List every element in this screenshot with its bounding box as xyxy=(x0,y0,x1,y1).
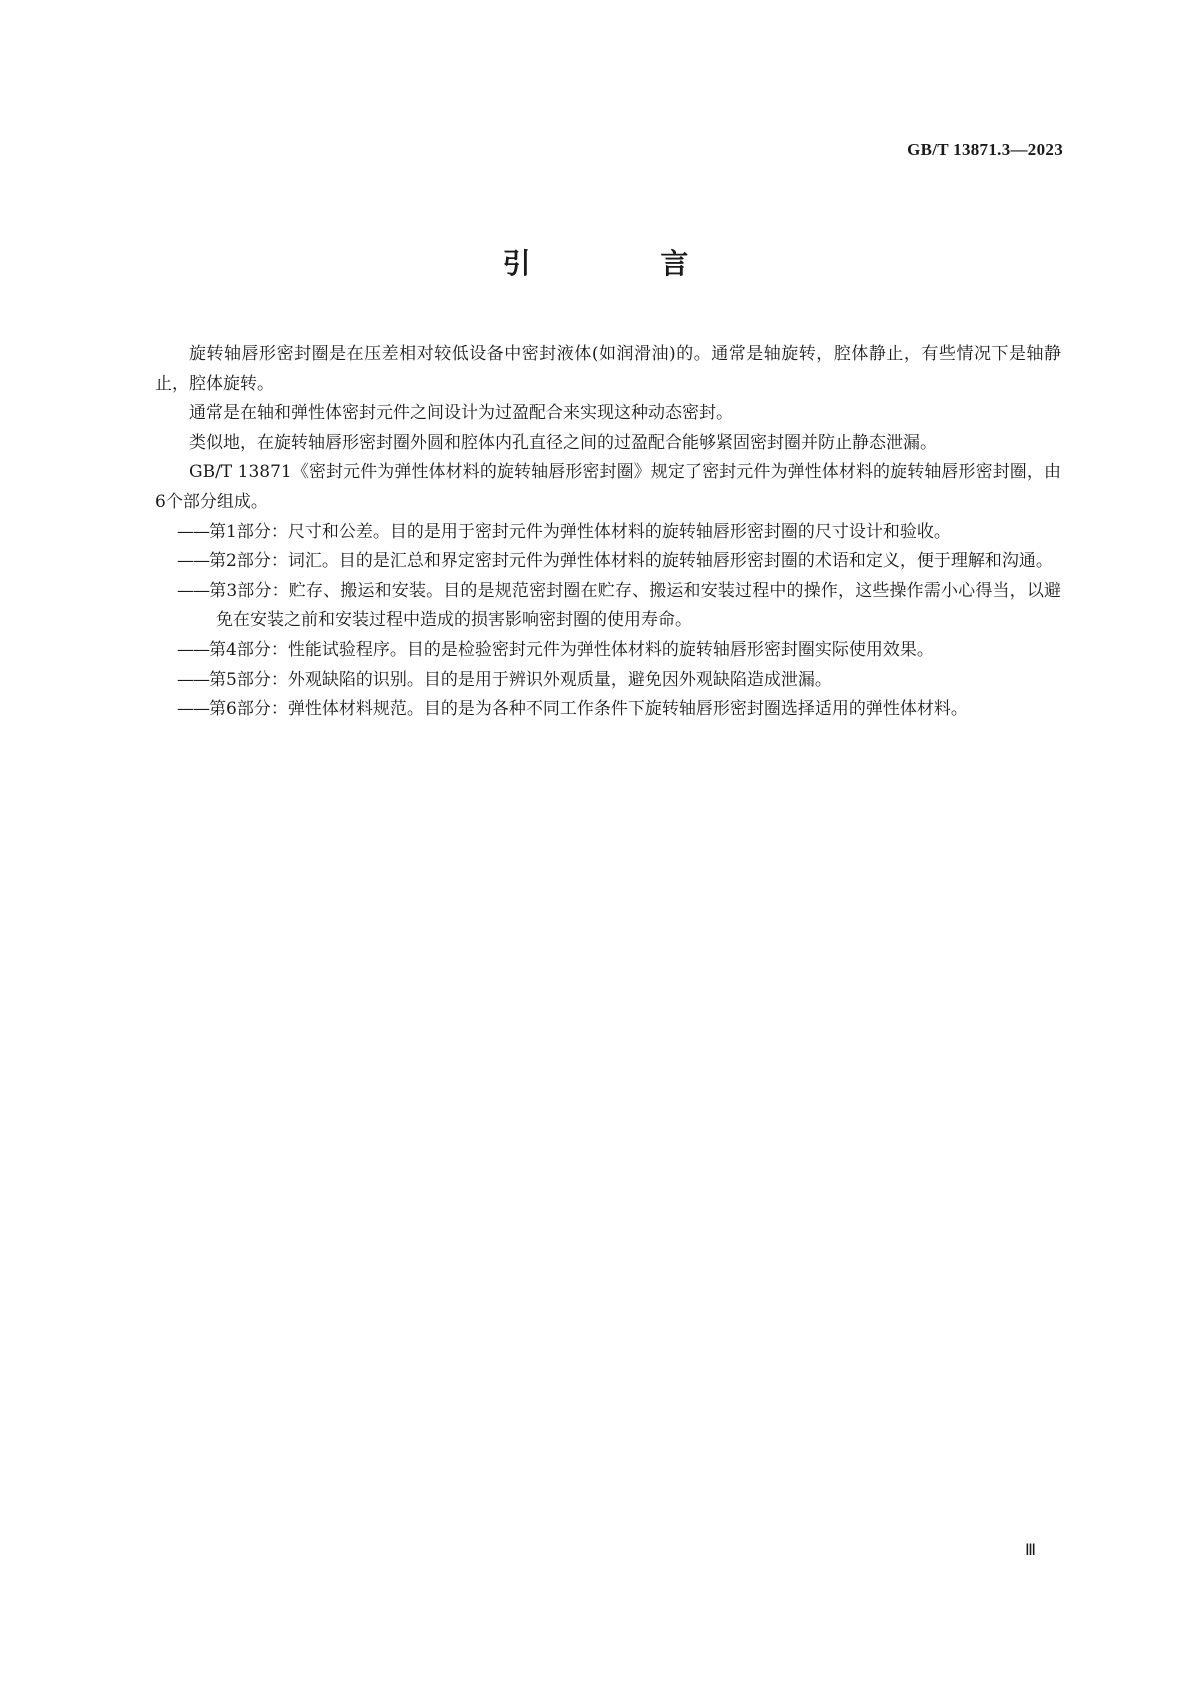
standard-code-header: GB/T 13871.3—2023 xyxy=(907,140,1063,159)
list-dash: —— xyxy=(177,639,209,660)
list-dash: —— xyxy=(177,551,209,572)
body-content xyxy=(155,340,1061,725)
list-item-text: 第2部分：词汇。目的是汇总和界定密封元件为弹性体材料的旋转轴唇形密封圈的术语和定义，便于理解和沟通。 xyxy=(209,551,1053,572)
list-dash: —— xyxy=(177,521,209,542)
list-item xyxy=(155,695,1061,725)
list-item xyxy=(155,547,1061,577)
list-item-text: 第6部分：弹性体材料规范。目的是为各种不同工作条件下旋转轴唇形密封圈选择适用的弹性体材料。 xyxy=(209,699,968,720)
list-item xyxy=(155,666,1061,696)
list-item xyxy=(155,577,1061,636)
list-item xyxy=(155,636,1061,666)
list-item xyxy=(155,518,1061,548)
list-dash: —— xyxy=(177,669,209,690)
page-title: 引 言 xyxy=(502,247,749,280)
list-item-text: 第3部分：贮存、搬运和安装。目的是规范密封圈在贮存、搬运和安装过程中的操作，这些操作需小心得当，以避免在安装之前和安装过程中造成的损害影响密封圈的使用寿命。 xyxy=(209,580,1061,631)
list-item-text: 第4部分：性能试验程序。目的是检验密封元件为弹性体材料的旋转轴唇形密封圈实际使用效果。 xyxy=(209,639,934,660)
paragraph: 旋转轴唇形密封圈是在压差相对较低设备中密封液体(如润滑油)的。通常是轴旋转，腔体静止，有些情况下是轴静止，腔体旋转。 xyxy=(155,344,1061,394)
paragraph: GB/T 13871《密封元件为弹性体材料的旋转轴唇形密封圈》规定了密封元件为弹性体材料的旋转轴唇形密封圈，由6个部分组成。 xyxy=(155,462,1061,512)
paragraph: 通常是在轴和弹性体密封元件之间设计为过盈配合来实现这种动态密封。 xyxy=(189,403,733,424)
list-item-text: 第1部分：尺寸和公差。目的是用于密封元件为弹性体材料的旋转轴唇形密封圈的尺寸设计和验收。 xyxy=(209,521,951,542)
list-dash: —— xyxy=(177,699,209,720)
list-item-text: 第5部分：外观缺陷的识别。目的是用于辨识外观质量，避免因外观缺陷造成泄漏。 xyxy=(209,669,832,690)
paragraph: 类似地，在旋转轴唇形密封圈外圆和腔体内孔直径之间的过盈配合能够紧固密封圈并防止静态泄漏。 xyxy=(189,432,937,453)
list-dash: —— xyxy=(177,580,209,601)
page-number: Ⅲ xyxy=(1024,1542,1036,1559)
